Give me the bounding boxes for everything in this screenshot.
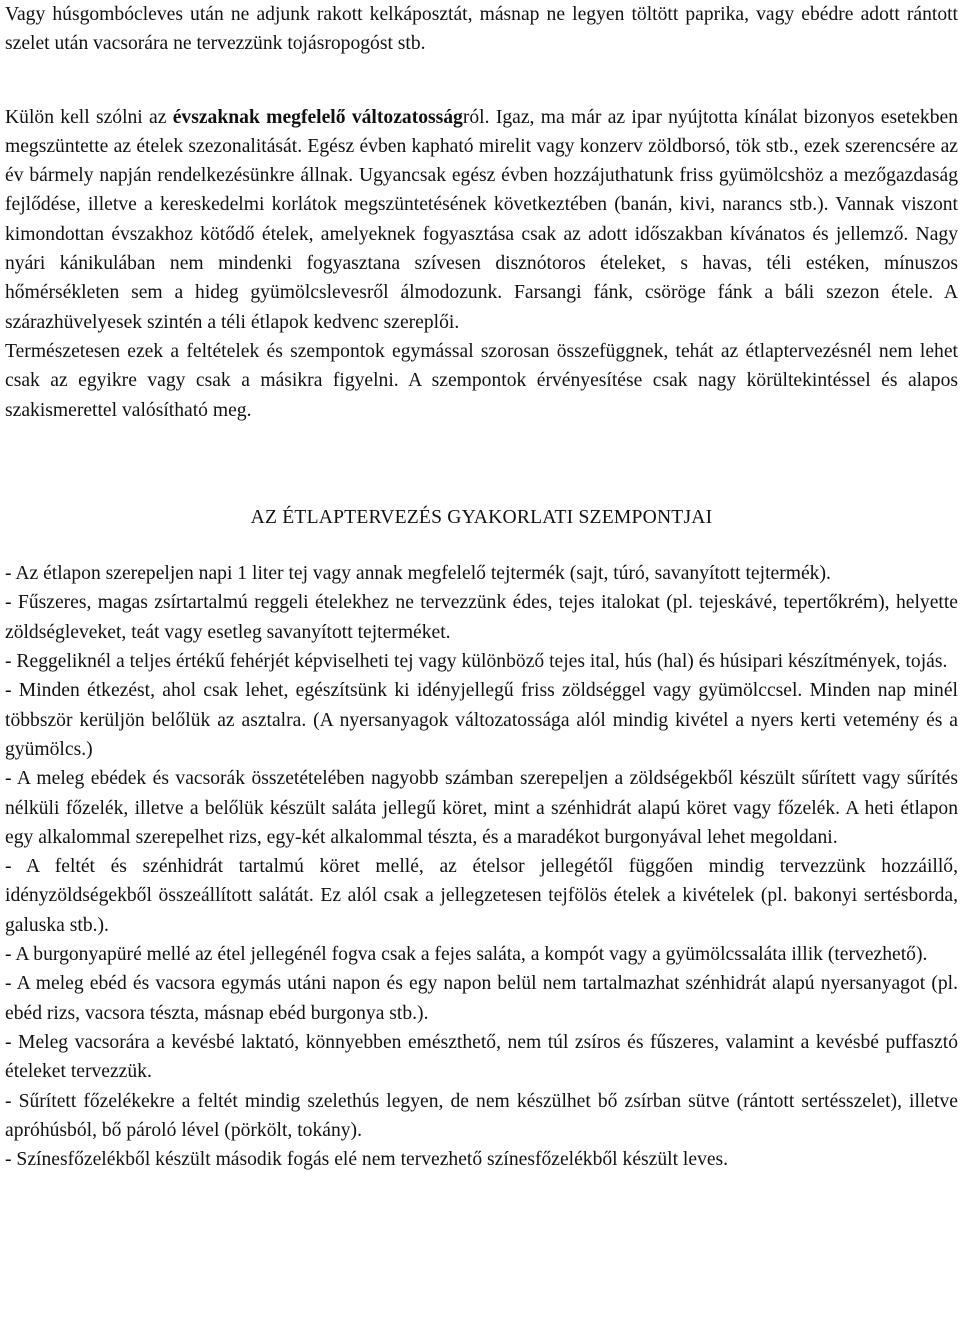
list-item: - Meleg vacsorára a kevésbé laktató, könnyebben emészthető, nem túl zsíros és fűszeres, valamint a kevésbé puffasztó ételeket tervezzük. (5, 1031, 958, 1083)
list-item: - A burgonyapüré mellé az étel jellegénél fogva csak a fejes saláta, a kompót vagy a gyümölcssaláta illik (tervezhető). (5, 944, 928, 966)
paragraph-seasonal-prefix: Külön kell szólni az (5, 106, 173, 128)
list-item: - Sűrített főzelékekre a feltét mindig szelethús legyen, de nem készülhet bő zsírban sütve (rántott sertésszelet), illetve apróhúsból, bő pároló lével (pörkölt, tokány). (5, 1090, 958, 1141)
section-heading: AZ ÉTLAPTERVEZÉS GYAKORLATI SZEMPONTJAI (250, 506, 713, 528)
list-item: - Reggeliknél a teljes értékű fehérjét képviselheti tej vagy különböző tejes ital, hús (hal) és húsipari készítmények, tojás. (5, 651, 948, 673)
list-item: - Minden étkezést, ahol csak lehet, egészítsünk ki idényjellegű friss zöldséggel vagy gyümölccsel. Minden nap minél többször kerüljön belőlük az asztalra. (A nyersanyagok változatossága alól mindig kivétel a nyers kerti vetemény és a gyümölcs.) (5, 680, 958, 760)
list-item: - Színesfőzelékből készült második fogás elé nem tervezhető színesfőzelékből készült leves. (5, 1149, 729, 1171)
list-item: - A meleg ebédek és vacsorák összetételében nagyobb számban szerepeljen a zöldségekből készült sűrített vagy sűrítés nélküli főzelék, illetve a belőlük készült saláta jellegű köret, mint a szénhidrát alapú köret vagy főzelék. A heti étlapon egy alkalommal szerepelhet rizs, egy-két alkalommal tészta, és a maradékot burgonyával lehet megoldani. (5, 768, 958, 848)
paragraph-conclusion: Természetesen ezek a feltételek és szempontok egymással szorosan összefüggnek, tehát az étlaptervezésnél nem lehet csak az egyikre vagy csak a másikra figyelni. A szempontok érvényesítése csak nagy körültekintéssel és alapos szakismerettel valósítható meg. (5, 340, 958, 421)
emphasis-seasonal-variety: évszaknak megfelelő változatosság (172, 106, 463, 128)
paragraph-intro-1: Vagy húsgombócleves után ne adjunk rakott kelkáposztát, másnap ne legyen töltött paprika, vagy ebédre adott rántott szelet után vacsorára ne tervezzünk tojásropogóst stb. (5, 4, 958, 55)
list-item: - A meleg ebéd és vacsora egymás utáni napon és egy napon belül nem tartalmazhat szénhidrát alapú nyersanyagot (pl. ebéd rizs, vacsora tészta, másnap ebéd burgonya stb.). (5, 973, 958, 1024)
list-item: - A feltét és szénhidrát tartalmú köret mellé, az ételsor jellegétől függően mindig tervezzünk hozzáillő, idényzöldségekből összeállított salátát. Ez alól csak a jellegzetesen tejfölös ételek a kivételek (pl. bakonyi sertésborda, galuska stb.). (5, 856, 958, 936)
list-item: - Fűszeres, magas zsírtartalmú reggeli ételekhez ne tervezzünk édes, tejes italokat (pl. tejeskávé, tepertőkrém), helyette zöldségleveket, teát vagy esetleg savanyított tejterméket. (5, 592, 958, 643)
list-item: - Az étlapon szerepeljen napi 1 liter tej vagy annak megfelelő tejtermék (sajt, túró, savanyított tejtermék). (5, 563, 831, 585)
paragraph-seasonal-rest: ról. Igaz, ma már az ipar nyújtotta kínálat bizonyos esetekben megszüntette az ételek szezonalitását. Egész évben kapható mirelit vagy konzerv zöldborsó, tök stb., ezek szerencsére az év bármely napján rendelkezésünkre állnak. Ugyancsak egész évben hozzájuthatunk friss gyümölcshöz a mezőgazdaság fejlődése, illetve a kereskedelmi korlátok megszüntetésének következtében (banán, kivi, narancs stb.). Vannak viszont kimondottan évszakhoz kötődő ételek, amelyeknek fogyasztása csak az adott időszakban kívánatos és jellemző. Nagy nyári kánikulában nem mindenki fogyasztana szívesen disznótoros ételeket, s havas, téli estéken, mínuszos hőmérsékleten sem a hideg gyümölcslevesről álmodozunk. Farsangi fánk, csöröge fánk a báli szezon étele. A szárazhüvelyesek szintén a téli étlapok kedvenc szereplői. (5, 106, 958, 333)
paragraph-seasonal-variety (5, 103, 958, 337)
